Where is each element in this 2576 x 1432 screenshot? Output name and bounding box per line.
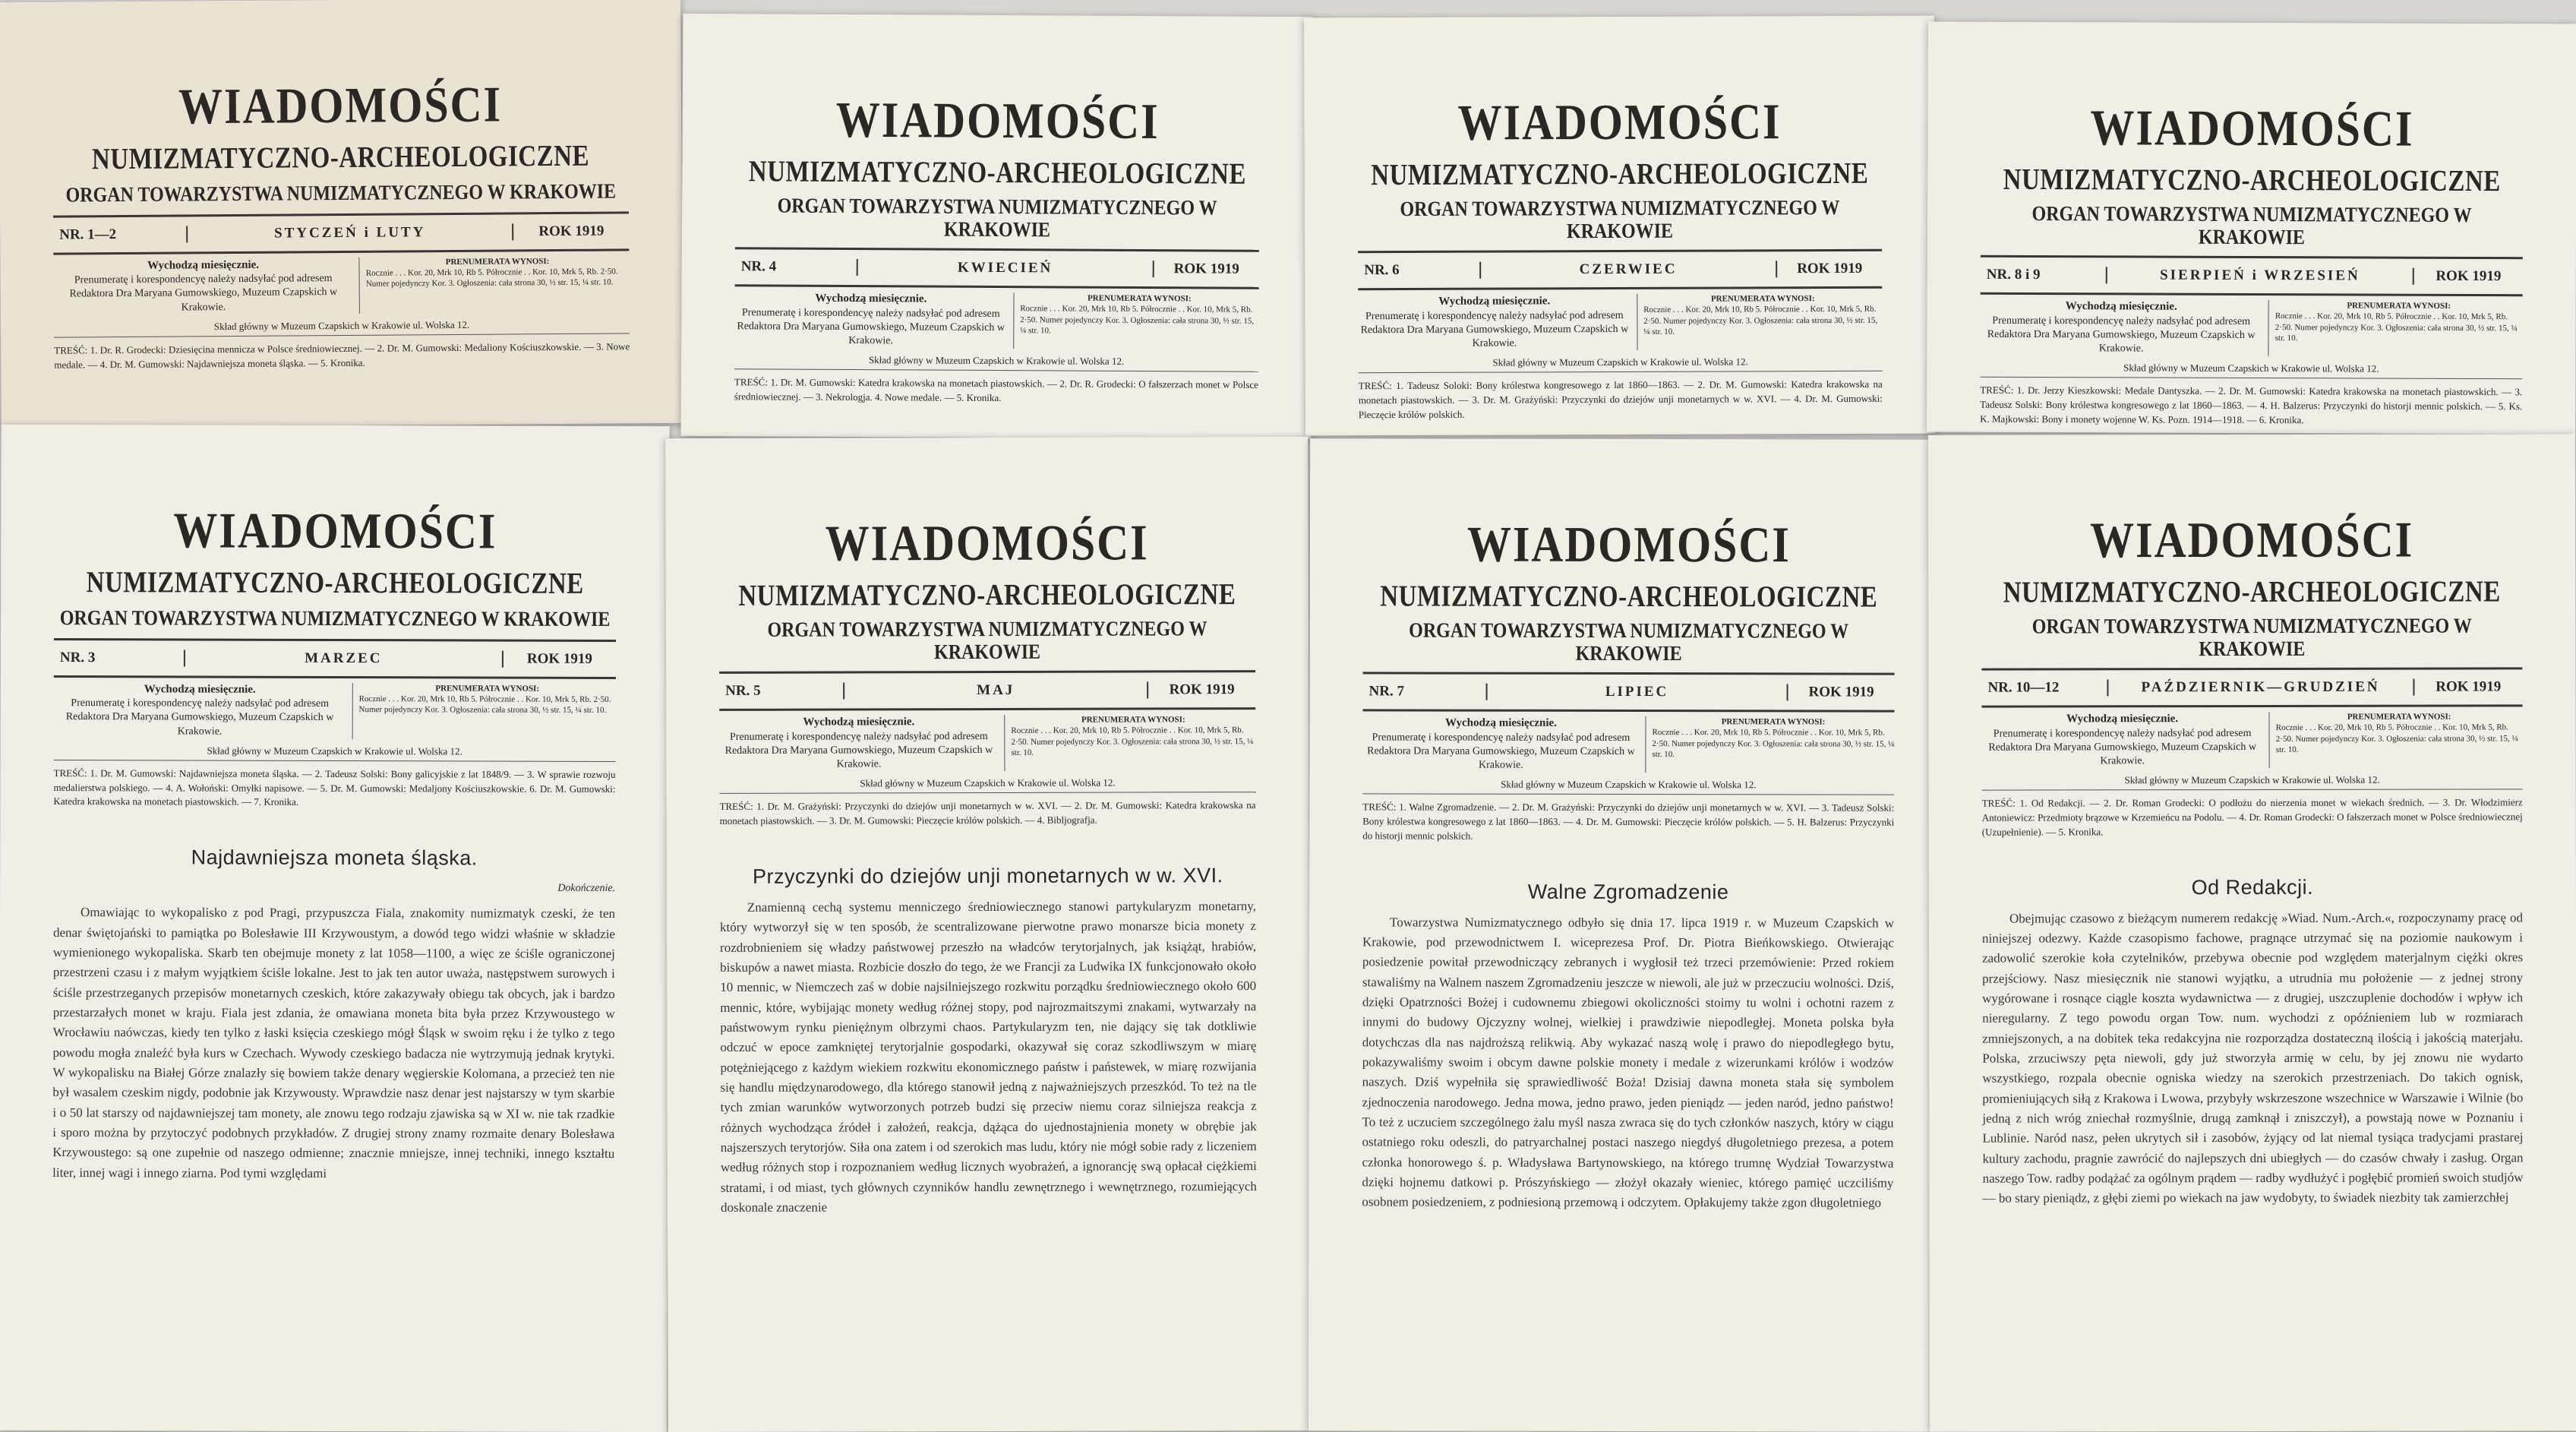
info-box (54, 682, 616, 740)
issue-bar (1363, 672, 1895, 712)
info-box (719, 714, 1255, 772)
subscription-heading: PRENUMERATA WYNOSI: (1081, 715, 1185, 725)
cover-nr-7 (1309, 438, 1948, 1431)
cover-nr-6 (1304, 16, 1936, 436)
issue-number: NR. 7 (1363, 683, 1488, 700)
subscription-heading: PRENUMERATA WYNOSI: (2347, 712, 2451, 722)
issue-month: STYCZEŃ i LUTY (274, 223, 426, 242)
article-body: Znamienną cechą systemu menniczego średniowiecznego stanowi partykularyzm monetarny, który wytworzył się w ten sposób, że scentralizowane pierwotne prawo monarsze bicia monety z rozdrobnieniem się władzy państwowej przeszło na władców terytorjalnych, jak książąt, hrabiów, biskupów a nawet miasta. Rozbicie doszło do tego, że we Francji za Ludwika IX funkcjonowało około 10 mennic, w Niemczech zaś w dobie najsilniejszego rozkwitu porządku średniowiecznego około 600 mennic, które, wybijając monety według różnej stopy, pod najrozmaitszymi znakami, wytwarzały na państwowym rynku pieniężnym olbrzymi chaos. Partykularyzm ten, nie dający się tak dotkliwie odczuć w epoce zamkniętej terytorjalnie gospodarki, okazywał się coraz szkodliwszym w miarę potężniejącego z każdym wiekiem rozkwitu ekonomicznego państw i państewek, w miarę rozwijania się handlu międzynarodowego, dla którego stanowił jedną z najważniejszych przeszkód. To też na tle tych zmian warunków wytworzonych potrzeb budzi się przeciw niemu coraz silniejsza reakcja z różnych wychodząca źródeł i założeń, reakcja, dążąca do ujednostajnienia monety w obrębie jak najszerszych terytorjów. Siła ona zatem i od szerokich mas ludu, który nie mógł sobie rady z liczeniem według różnych stop i rozpoznaniem według licznych wyobrażeń, a ignorancję swą opłacał ciężkiemi stratami, i od miast, tych głównych czynników handlu zewnętrznego i wewnętrznego, rozumiejących doskonale znaczenie (719, 898, 1257, 1215)
table-of-contents: TREŚĆ: 1. Dr. M. Gumowski: Najdawniejsza moneta śląska. — 2. Tadeusz Solski: Bony galicyjskie z lat 1848/9. — 3. W sprawie rozwoju medalierstwa polskiego. — 4. A. Wołoński: Omyłki napisowe. — 5. Dr. M. Gumowski: Medaljony Kościuszkowskie. 6. Dr. M. Gumowski: Katedra krakowska na monetach piastowskich. — 7. Kronika. (53, 767, 616, 808)
sklad-line: Skład główny w Muzeum Czapskich w Krakowie ul. Wolska 12. (719, 776, 1255, 794)
subscription-heading: PRENUMERATA WYNOSI: (2347, 301, 2451, 311)
info-body: Prenumeratę i korespondencyę należy nadsyłać pod adresem Redaktora Dra Maryana Gumowskiego, Muzeum Czapskich w Krakowie. (69, 273, 338, 314)
issue-number: NR. 3 (54, 650, 185, 666)
masthead-subtitle: NUMIZMATYCZNO-ARCHEOLOGICZNE (738, 578, 1236, 613)
table-of-contents: TREŚĆ: 1. Dr. Jerzy Kieszkowski: Medale Dantyszka. — 2. Dr. M. Gumowski: Katedra krakowska na monetach piastowskich. — 3. Tadeusz Solski: Bony królestwa kongresowego z lat 1860—1863. — 4. H. Balzerus: Przyczynki do historji mennic polskich. — 5. Ks. K. Majkowski: Bony i monety wojenne W. Ks. Pozn. 1914—1918. — 6. Kronika. (1980, 384, 2523, 426)
publisher-info (734, 291, 1014, 349)
subscription-body: Rocznie . . . Kor. 20, Mrk 10, Rb 5. Półrocznie . . Kor. 10, Mrk 5, Rb. 2·50. Numer pojedynczy Kor. 3. Ogłoszenia: cała strona 30, ½ str. 15, ¼ str. 10. (2275, 722, 2518, 754)
masthead-title: WIADOMOŚCI (178, 75, 503, 135)
info-body: Prenumeratę i korespondencyę należy nadsyłać pod adresem Redaktora Dra Maryana Gumowskiego, Muzeum Czapskich w Krakowie. (737, 306, 1005, 347)
info-heading: Wychodzą miesięcznie. (147, 258, 260, 272)
publisher-info (1981, 712, 2269, 769)
info-heading: Wychodzą miesięcznie. (1438, 295, 1551, 308)
masthead-organ: ORGAN TOWARZYSTWA NUMIZMATYCZNEGO W KRAKOWIE (65, 180, 617, 207)
table-of-contents: TREŚĆ: 1. Dr. M. Gumowski: Katedra krakowska na monetach piastowskich. — 2. Dr. R. Grodecki: O fałszerzach monet w Polsce średniowiecznej. — 3. Nekrologja. 4. Nowe medale. — 5. Kronika. (734, 376, 1258, 404)
subscription-body: Rocznie . . . Kor. 20, Mrk 10, Rb 5. Półrocznie . . Kor. 10, Mrk 5, Rb. 2·50. Numer pojedynczy Kor. 3. Ogłoszenia: cała strona 30, ½ str. 15, ¼ str. 10. (358, 694, 611, 716)
issue-year: ROK 1919 (2413, 268, 2523, 286)
info-body: Prenumeratę i korespondencyę należy nadsyłać pod adresem Redaktora Dra Maryana Gumowskiego, Muzeum Czapskich w Krakowie. (65, 697, 334, 738)
table-of-contents: TREŚĆ: 1. Walne Zgromadzenie. — 2. Dr. M. Grażyński: Przyczynki do dziejów unji monetarnych w w. XVI. — 3. Tadeusz Solski: Bony królestwa kongresowego z lat 1860—1863. — 4. Dr. M. Gumowski: Pieczęcie królów polskich. — 5. H. Balzerus: Przyczynki do historji mennic polskich. (1362, 801, 1895, 842)
info-heading: Wychodzą miesięcznie. (144, 683, 256, 696)
masthead-title: WIADOMOŚCI (2090, 99, 2414, 157)
publisher-info (1980, 299, 2269, 356)
issue-number: NR. 8 i 9 (1981, 267, 2107, 284)
masthead-organ: ORGAN TOWARZYSTWA NUMIZMATYCZNEGO W KRAKOWIE (59, 607, 611, 632)
masthead-organ: ORGAN TOWARZYSTWA NUMIZMATYCZNEGO W KRAKOWIE (2031, 615, 2472, 662)
masthead-subtitle: NUMIZMATYCZNO-ARCHEOLOGICZNE (91, 140, 590, 176)
issue-year: ROK 1919 (1153, 261, 1259, 278)
issue-bar (735, 247, 1259, 289)
subscription-info (352, 683, 615, 740)
info-heading: Wychodzą miesięcznie. (1445, 716, 1557, 729)
article-title: Przyczynki do dziejów unji monetarnych w w. XVI. (752, 864, 1223, 888)
issue-month: MARZEC (305, 650, 383, 666)
article-title: Najdawniejsza moneta śląska. (191, 846, 478, 870)
subscription-body: Rocznie . . . Kor. 20, Mrk 10, Rb 5. Półrocznie . . Kor. 10, Mrk 5, Rb. 2·50. Numer pojedynczy Kor. 3. Ogłoszenia: cała strona 30, ½ str. 15, ¼ str. 10. (365, 267, 618, 289)
info-body: Prenumeratę i korespondencyę należy nadsyłać pod adresem Redaktora Dra Maryana Gumowskiego, Muzeum Czapskich w Krakowie. (1987, 315, 2256, 355)
info-heading: Wychodzą miesięcznie. (803, 716, 915, 729)
masthead-subtitle: NUMIZMATYCZNO-ARCHEOLOGICZNE (86, 566, 584, 601)
issue-bar (54, 638, 616, 679)
masthead-subtitle: NUMIZMATYCZNO-ARCHEOLOGICZNE (1371, 157, 1869, 192)
info-box (1362, 716, 1894, 773)
issue-year: ROK 1919 (1787, 684, 1895, 700)
table-of-contents: TREŚĆ: 1. Od Redakcji. — 2. Dr. Roman Grodecki: O podłożu do nierzenia monet w wiekach średnich. — 3. Dr. Włodzimierz Antoniewicz: Przedmioty brązowe w Krzemieńcu na Podolu. — 4. Dr. Roman Grodecki: O fałszerzach monet w Polsce średniowiecznej (Uzupełnienie). — 5. Kronika. (1981, 796, 2523, 838)
sklad-line: Skład główny w Muzeum Czapskich w Krakowie ul. Wolska 12. (734, 353, 1258, 372)
masthead-title: WIADOMOŚCI (173, 501, 497, 560)
info-body: Prenumeratę i korespondencyę należy nadsyłać pod adresem Redaktora Dra Maryana Gumowskiego, Muzeum Czapskich w Krakowie. (1360, 309, 1629, 349)
subscription-body: Rocznie . . . Kor. 20, Mrk 10, Rb 5. Półrocznie . . Kor. 10, Mrk 5, Rb. 2·50. Numer pojedynczy Kor. 3. Ogłoszenia: cała strona 30, ½ str. 15, ¼ str. 10. (1643, 305, 1878, 337)
info-heading: Wychodzą miesięcznie. (2065, 300, 2177, 313)
table-of-contents: TREŚĆ: 1. Tadeusz Soloki: Bony królestwa kongresowego z lat 1860—1863. — 2. Dr. M. Gumowski: Katedra krakowska na monetach piastowskich. — 3. Dr. M. Grażyński: Przyczynki do dziejów unji monetarnych w w. XVI. — 4. Dr. M. Gumowski: Pieczęcie królów polskich. (1358, 378, 1883, 421)
cover-nr-10-12 (1928, 434, 2576, 1431)
subscription-info (2270, 711, 2523, 768)
subscription-info (2269, 300, 2523, 357)
article-title: Walne Zgromadzenie (1527, 880, 1729, 903)
sklad-line: Skład główny w Muzeum Czapskich w Krakowie ul. Wolska 12. (1359, 356, 1883, 373)
masthead-organ: ORGAN TOWARZYSTWA NUMIZMATYCZNEGO W KRAKOWIE (777, 194, 1217, 242)
publisher-info (54, 682, 353, 739)
sklad-line: Skład główny w Muzeum Czapskich w Krakowie ul. Wolska 12. (54, 744, 616, 762)
masthead-subtitle: NUMIZMATYCZNO-ARCHEOLOGICZNE (2003, 575, 2501, 610)
issue-number: NR. 6 (1358, 262, 1481, 280)
masthead-title: WIADOMOŚCI (825, 514, 1149, 572)
cover-nr-1-2 (0, 0, 683, 428)
masthead-organ: ORGAN TOWARZYSTWA NUMIZMATYCZNEGO W KRAKOWIE (767, 618, 1208, 665)
info-body: Prenumeratę i korespondencyę należy nadsyłać pod adresem Redaktora Dra Maryana Gumowskiego, Muzeum Czapskich w Krakowie. (1988, 727, 2257, 767)
issue-number: NR. 10—12 (1981, 679, 2108, 696)
issue-bar (719, 670, 1255, 711)
subscription-info (360, 255, 630, 314)
info-box (1980, 299, 2522, 358)
info-body: Prenumeratę i korespondencyę należy nadsyłać pod adresem Redaktora Dra Maryana Gumowskiego, Muzeum Czapskich w Krakowie. (724, 730, 993, 770)
info-box (1981, 711, 2522, 768)
issue-number: NR. 4 (735, 258, 858, 276)
subscription-info (1005, 714, 1255, 771)
masthead-organ: ORGAN TOWARZYSTWA NUMIZMATYCZNEGO W KRAKOWIE (2031, 203, 2472, 250)
subscription-body: Rocznie . . . Kor. 20, Mrk 10, Rb 5. Półrocznie . . Kor. 10, Mrk 5, Rb. 2·50. Numer pojedynczy Kor. 3. Ogłoszenia: cała strona 30, ½ str. 15, ¼ str. 10. (2275, 311, 2518, 343)
subscription-body: Rocznie . . . Kor. 20, Mrk 10, Rb 5. Półrocznie . . Kor. 10, Mrk 5, Rb. 2·50. Numer pojedynczy Kor. 3. Ogłoszenia: cała strona 30, ½ str. 15, ¼ str. 10. (1020, 304, 1255, 336)
subscription-info (1646, 716, 1894, 773)
info-box (1358, 293, 1882, 351)
issue-year: ROK 1919 (2413, 678, 2522, 695)
table-of-contents: TREŚĆ: 1. Dr. M. Grażyński: Przyczynki do dziejów unji monetarnych w w. XVI. — 2. Dr. M. Gumowski: Katedra krakowska na monetach piastowskich. — 3. Dr. M. Gumowski: Pieczęcie królów polskich. — 4. Bibljografja. (719, 799, 1256, 827)
subscription-heading: PRENUMERATA WYNOSI: (445, 256, 550, 267)
subscription-heading: PRENUMERATA WYNOSI: (1721, 717, 1826, 727)
issue-year: ROK 1919 (513, 223, 630, 240)
issue-year: ROK 1919 (502, 650, 616, 667)
article-body: Towarzystwa Numizmatycznego odbyło się dnia 17. lipca 1919 r. w Muzeum Czapskich w Krakowie, pod przewodnictwem I. wiceprezesa Prof. Dr. Piotra Bieńkowskiego. Otwierając posiedzenie powitał przewodniczący zebranych i wygłosił też trzeci przemówienie: Przed rokiem stawaliśmy na Walnem naszem Zgromadzeniu jeszcze w niewoli, ale już w przeczuciu wolności. Dziś, dzięki Opatrzności Bożej i cudownemu zbiegowi okoliczności stoimy tu wolni i ochotni razem z innymi do budowy Ojczyzny wolnej, wielkiej i prawdziwie niepodległej. Moneta polska była dotychczas dla nas najdroższą relikwią. Aby wykazać naszą wolę i prawo do niepodległego bytu, pokazywaliśmy swoim i obcym dawne polskie monety i medale z wizerunkami królów i wodzów naszych. Dziś wypełniła się sprawiedliwość Boża! Dzisiaj dawna moneta stała się symbolem zjednoczenia narodowego. Jedna mowa, jedno prawo, jeden pieniądz — jeden naród, jedno państwo! To też z uczuciem szczególnego żalu myśl nasza zwraca się do tych członków naszych, który w ciągu ostatniego roku odeszli, do patryarchalnej postaci naszego niegdyś długoletniego prezesa, a potem członka honorowego ś. p. Władysława Bartynowskiego, na którego trumnę Wydział Towarzystwa dzięki hojnemu datkowi p. Prószyńskiego — złożył okazały wieniec, którego pamięć uczciliśmy osobnem posiedzeniem, z podniesioną przemową i odczytem. Opłakujemy także zgon długoletniego (1362, 915, 1895, 1211)
masthead-subtitle: NUMIZMATYCZNO-ARCHEOLOGICZNE (2003, 163, 2501, 198)
publisher-info (719, 715, 1005, 772)
cover-nr-5 (665, 437, 1310, 1432)
subscription-info (1637, 293, 1882, 350)
sklad-line: Skład główny w Muzeum Czapskich w Krakowie ul. Wolska 12. (1362, 779, 1894, 795)
masthead-subtitle: NUMIZMATYCZNO-ARCHEOLOGICZNE (1380, 580, 1878, 615)
cover-nr-8-9 (1927, 22, 2576, 435)
article-title: Od Redakcji. (2191, 875, 2314, 899)
issue-bar (1981, 255, 2523, 296)
article-subtitle: Dokończenie. (557, 883, 616, 895)
masthead-title: WIADOMOŚCI (2090, 511, 2414, 569)
subscription-heading: PRENUMERATA WYNOSI: (435, 684, 540, 694)
subscription-info (1014, 292, 1259, 350)
masthead-title: WIADOMOŚCI (835, 90, 1160, 150)
info-heading: Wychodzą miesięcznie. (815, 292, 927, 305)
masthead-organ: ORGAN TOWARZYSTWA NUMIZMATYCZNEGO W KRAKOWIE (1400, 197, 1840, 244)
issue-year: ROK 1919 (1147, 681, 1255, 698)
issue-month: SIERPIEŃ i WRZESIEŃ (2160, 267, 2360, 284)
subscription-heading: PRENUMERATA WYNOSI: (1710, 294, 1815, 304)
info-heading: Wychodzą miesięcznie. (2066, 713, 2179, 725)
table-of-contents: TREŚĆ: 1. Dr. R. Grodecki: Dziesięcina mennicza w Polsce średniowiecznej. — 2. Dr. M. Gumowski: Medaliony Kościuszkowskie. — 3. Nowe medale. — 4. Dr. M. Gumowski: Najdawniejsza moneta śląska. — 5. Kronika. (54, 340, 630, 371)
sklad-line: Skład główny w Muzeum Czapskich w Krakowie ul. Wolska 12. (1982, 774, 2523, 791)
masthead-title: WIADOMOŚCI (1466, 515, 1791, 574)
issue-number: NR. 1—2 (53, 226, 188, 243)
info-box (734, 291, 1258, 350)
issue-number: NR. 5 (719, 683, 844, 700)
publisher-info (1362, 716, 1646, 773)
info-box (53, 255, 629, 315)
subscription-body: Rocznie . . . Kor. 20, Mrk 10, Rb 5. Półrocznie . . Kor. 10, Mrk 5, Rb. 2·50. Numer pojedynczy Kor. 3. Ogłoszenia: cała strona 30, ½ str. 15, ¼ str. 10. (1011, 725, 1254, 757)
masthead-title: WIADOMOŚCI (1457, 93, 1782, 151)
issue-bar (1358, 249, 1882, 290)
publisher-info (1358, 294, 1637, 351)
article-body: Omawiając to wykopalisko z pod Pragi, przypuszcza Fiala, znakomity numizmatyk czeski, że ten denar świętojański to pamiątka po Bolesławie III Krzywoustym, a dowód tego widzi właśnie w składzie wymienionego wykopaliska. Skarb ten obejmuje monety z lat 1058—1100, a więc ze ściśle ograniczonej przestrzeni czasu i z małym wyjątkiem ściśle lokalne. Jest to jak ten autor uważa, następstwem surowych i ściśle przestrzeganych przepisów monetarnych czeskich, które zakazywały obiegu tak obcych, jak i bardzo przestarzałych monet w kraju. Fiala jest zdania, że omawiana moneta bita była przez Krzywoustego w Wrocławiu naówczas, kiedy ten tylko z łaski księcia czeskiego mógł Śląsk w swoim ręku i że tylko z tego powodu mogła znaleźć była kurs w Czechach. Wywody czeskiego badacza nie wytrzymują jednak krytyki. W wykopalisku na Białej Górze znalazły się bowiem także denary węgierskie Kolomana, a przecież ten nie był wasalem czeskim nigdy, podobnie jak Krzywousty. Wprawdzie nasz denar jest najstarszy w tym skarbie i o 50 lat starszy od najdawniejszej tam monety, ale znowu tego rodzaju zjawiska są w XI w. nie tak rzadkie i sporo można by przytoczyć podobnych przykładów. Z drugiej strony znamy rozmaite denary Bolesława Krzywoustego: są one zupełnie od naszego odmienne; znacznie mniejsze, innej techniki, innego kształtu liter, innej wagi i innego ziarna. Pod tymi względami (52, 905, 616, 1181)
cover-nr-4 (681, 14, 1314, 439)
masthead-organ: ORGAN TOWARZYSTWA NUMIZMATYCZNEGO W KRAKOWIE (1409, 619, 1849, 666)
issue-month: PAŹDZIERNIK—GRUDZIEŃ (2141, 678, 2380, 696)
subscription-body: Rocznie . . . Kor. 20, Mrk 10, Rb 5. Półrocznie . . Kor. 10, Mrk 5, Rb. 2·50. Numer pojedynczy Kor. 3. Ogłoszenia: cała strona 30, ½ str. 15, ¼ str. 10. (1652, 728, 1895, 760)
issue-month: LIPIEC (1605, 684, 1669, 700)
cover-nr-3 (0, 425, 670, 1432)
issue-bar (1981, 667, 2522, 707)
sklad-line: Skład główny w Muzeum Czapskich w Krakowie ul. Wolska 12. (1980, 362, 2522, 379)
issue-month: MAJ (977, 681, 1015, 699)
issue-month: KWIECIEŃ (957, 259, 1053, 277)
sklad-line: Skład główny w Muzeum Czapskich w Krakowie ul. Wolska 12. (54, 318, 630, 337)
issue-month: CZERWIEC (1579, 261, 1678, 278)
publisher-info (53, 258, 360, 316)
issue-year: ROK 1919 (1776, 261, 1882, 277)
info-body: Prenumeratę i korespondencyę należy nadsyłać pod adresem Redaktora Dra Maryana Gumowskiego, Muzeum Czapskich w Krakowie. (1367, 731, 1635, 771)
issue-bar (53, 211, 629, 254)
article-body: Obejmując czasowo z bieżącym numerem redakcję »Wiad. Num.-Arch.«, rozpoczynamy pracę od niniejszej odezwy. Każde czasopismo fachowe, pragnące utrzymać się na poziomie naukowym i zadowolić szerokie koła czytelników, przebywa obecnie pod względem materjalnym ciężki okres przejściowy. Nasz miesięcznik nie stanowi wyjątku, a utrudnia mu położenie — z jednej strony wygórowane i rosnące ciągle koszta wydawnictwa — z drugiej, uszczuplenie dochodów i wpływ ich nieregularny. Z tego powodu organ Tow. num. wychodzi z opóźnieniem lub w rozmiarach zmniejszonych, a na dobitek teka redakcyjna nie rozporządza dostateczną ilością i jakością materjału. Polska, zrzuciwszy pęta niewoli, gdy już stworzyła armię w celu, by jej znowu nie wydarto wszystkiego, rozpala obecnie ogniska wiedzy na szerokich przestrzeniach. Do takich ognisk, promieniujących siłą z Krakowa i Lwowa, przybyły wskrzeszone wszechnice w Warszawie i Wilnie (bo jedną z nich wróg zniechał rozmyślnie, drugą zamknął i zniszczył), a powstają nowe w Poznaniu i Lublinie. Naród nasz, pełen ukrytych sił i zasobów, żyjący od lat niemal tysiąca tradycjami prastarej kultury zachodu, pragnie zawrócić do najlepszych dni ubiegłych — do czasów chwały i zasług. Organ naszego Tow. radby podążać za ogólnym prądem — radby wydłużyć i pogłębić promień swoich studjów — bo stary pieniądz, z głębi ziemi po wiekach na jaw wydobyty, to świadek niezbity tak zamierzchłej (1981, 910, 2524, 1206)
masthead-subtitle: NUMIZMATYCZNO-ARCHEOLOGICZNE (748, 155, 1247, 191)
subscription-heading: PRENUMERATA WYNOSI: (1088, 293, 1192, 304)
